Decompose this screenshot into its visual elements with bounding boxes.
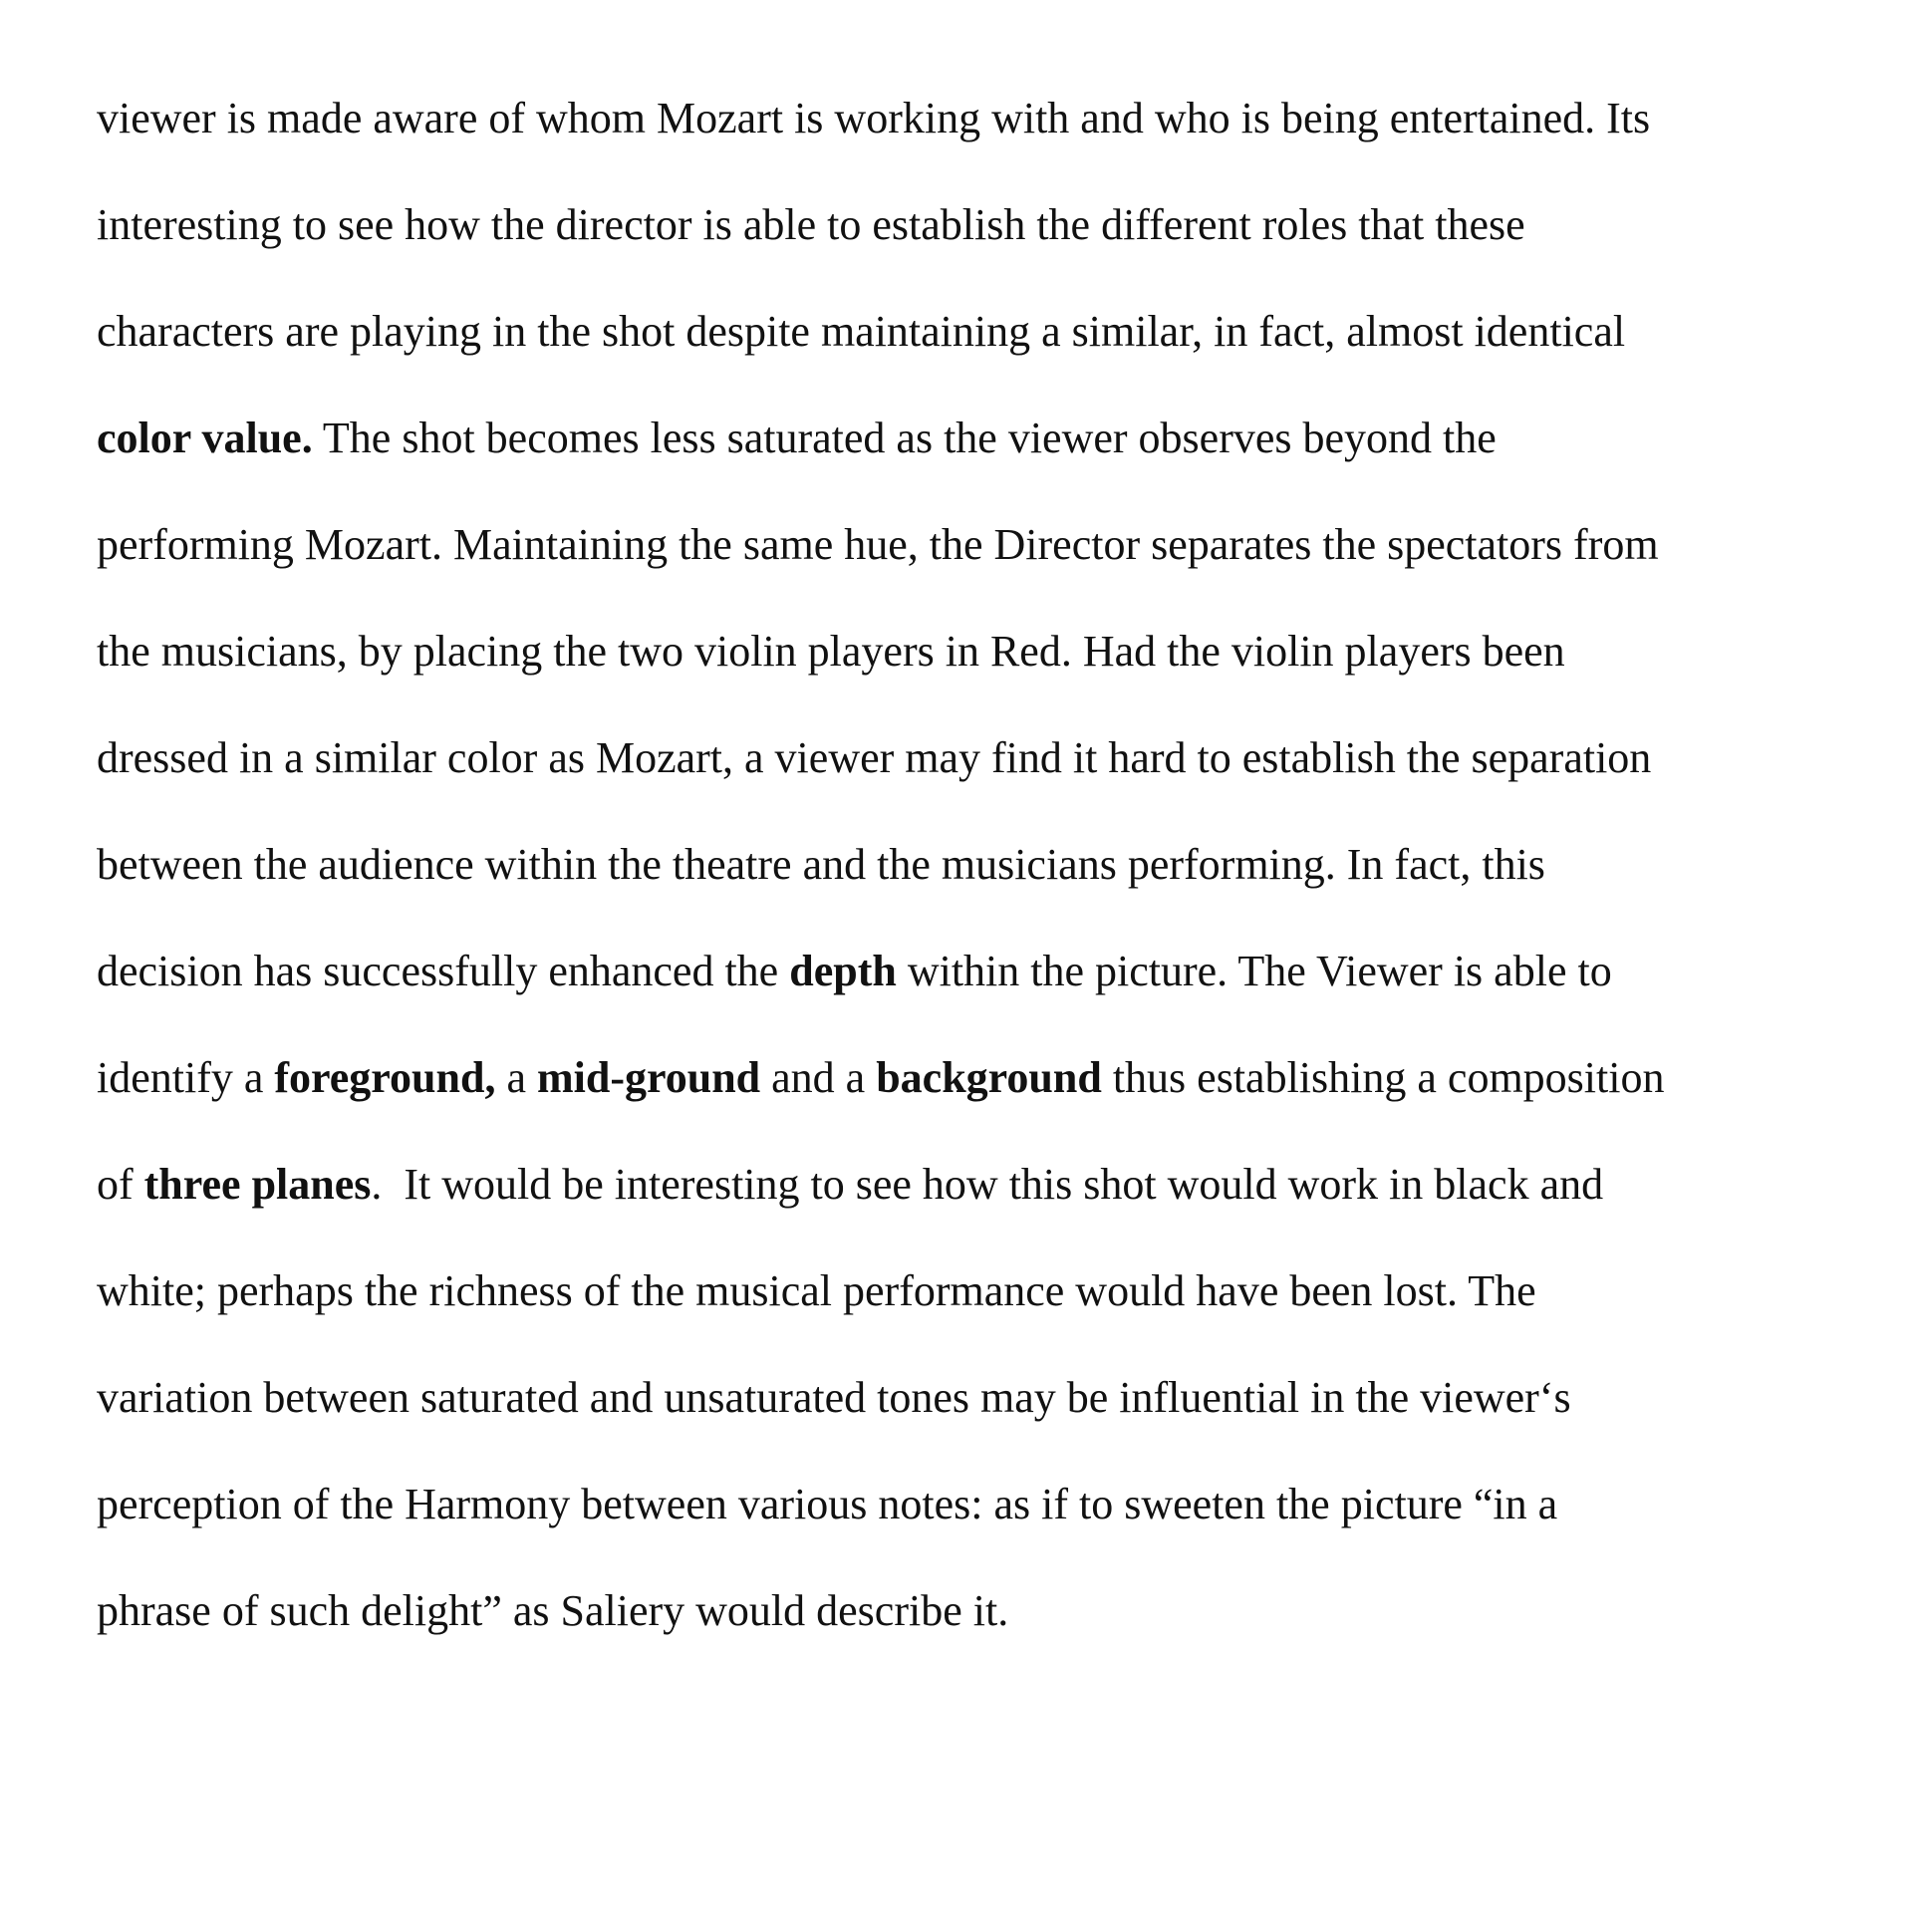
text-segment: The shot becomes less saturated as the viewer observes beyond the [312, 414, 1497, 462]
text-line [97, 830, 1890, 937]
text-segment: . It would be interesting to see how this shot would work in black and [371, 1160, 1604, 1209]
text-line [97, 1150, 1890, 1256]
text-segment: decision has successfully enhanced the [97, 947, 790, 995]
text-line [97, 617, 1890, 723]
body-text [97, 84, 1890, 1683]
text-line [97, 1470, 1890, 1576]
text-segment: characters are playing in the shot despite maintaining a similar, in fact, almost identical [97, 307, 1626, 356]
text-line [97, 190, 1890, 297]
text-segment: and a [760, 1053, 877, 1102]
bold-term: foreground, [274, 1053, 496, 1102]
text-line [97, 937, 1890, 1043]
text-segment: thus establishing a composition [1101, 1053, 1665, 1102]
text-segment: variation between saturated and unsaturated tones may be influential in the viewer‘s [97, 1373, 1571, 1422]
text-line [97, 1363, 1890, 1470]
text-segment: white; perhaps the richness of the musical performance would have been lost. The [97, 1266, 1536, 1315]
text-segment: identify a [97, 1053, 275, 1102]
text-line [97, 1256, 1890, 1363]
text-segment: within the picture. The Viewer is able to [896, 947, 1612, 995]
text-segment: between the audience within the theatre and the musicians performing. In fact, this [97, 840, 1545, 889]
text-line [97, 510, 1890, 617]
bold-term: mid-ground [536, 1053, 761, 1102]
text-line [97, 84, 1890, 190]
text-segment: viewer is made aware of whom Mozart is working with and who is being entertained. Its [97, 94, 1651, 142]
bold-term: color value. [97, 414, 313, 462]
text-segment: the musicians, by placing the two violin players in Red. Had the violin players been [97, 627, 1565, 676]
text-segment: a [495, 1053, 537, 1102]
text-line [97, 297, 1890, 404]
text-line [97, 1043, 1890, 1150]
text-line [97, 723, 1890, 830]
text-line [97, 1576, 1890, 1683]
bold-term: depth [789, 947, 897, 995]
text-segment: of [97, 1160, 144, 1209]
bold-term: background [876, 1053, 1102, 1102]
text-segment: perception of the Harmony between various notes: as if to sweeten the picture “in a [97, 1480, 1558, 1528]
text-line [97, 404, 1890, 510]
bold-term: three planes [143, 1160, 372, 1209]
text-segment: dressed in a similar color as Mozart, a viewer may find it hard to establish the separation [97, 733, 1652, 782]
text-segment: performing Mozart. Maintaining the same hue, the Director separates the spectators from [97, 520, 1659, 569]
text-segment: interesting to see how the director is able to establish the different roles that these [97, 200, 1525, 249]
text-segment: phrase of such delight” as Saliery would describe it. [97, 1586, 1009, 1635]
